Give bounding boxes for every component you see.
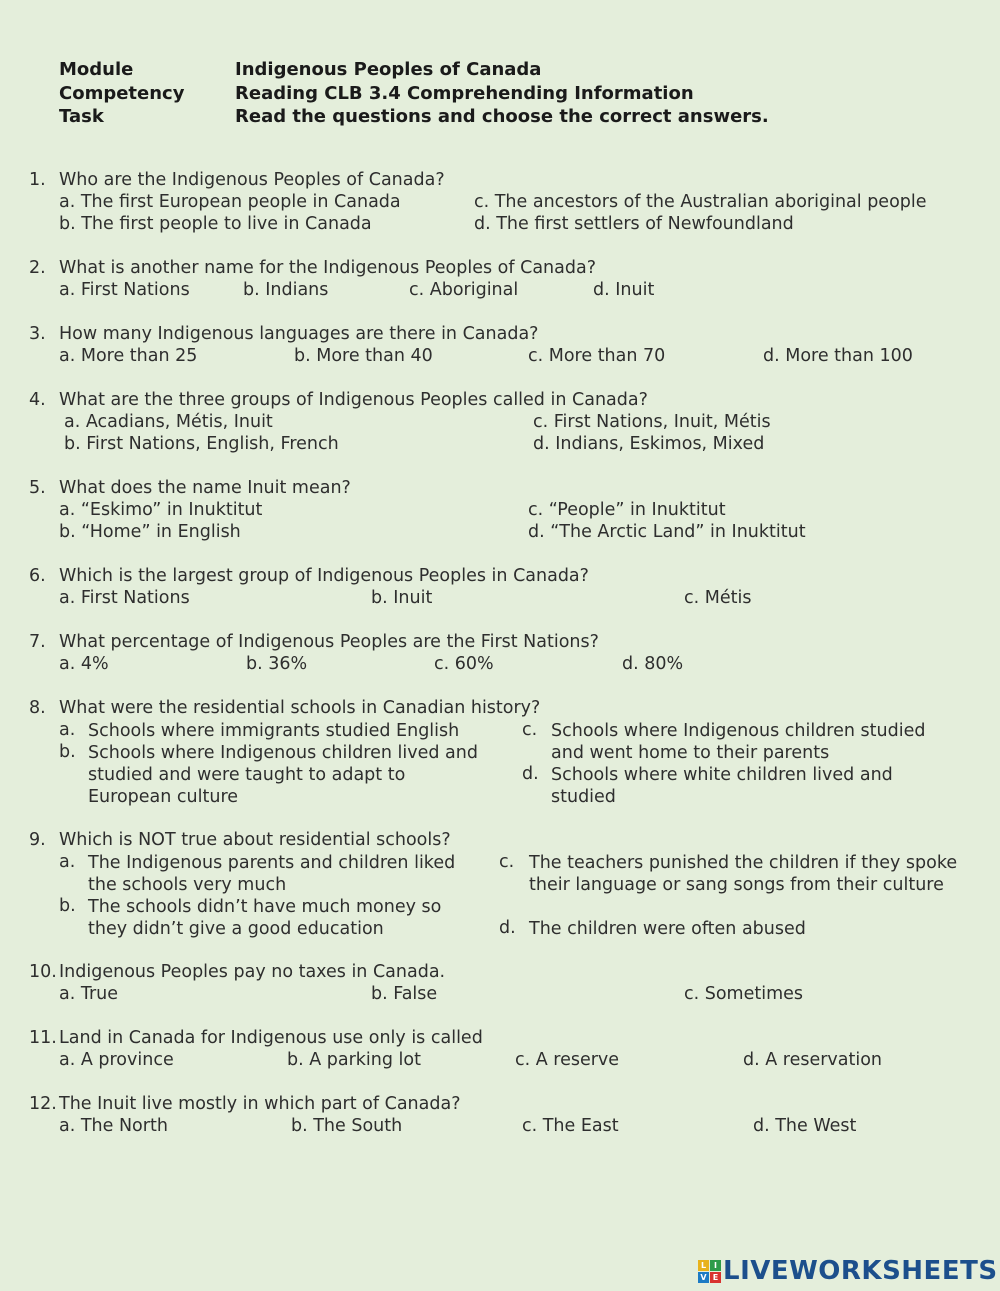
option-d[interactable]: d. More than 100 bbox=[763, 346, 913, 366]
option-b[interactable]: b. False bbox=[371, 984, 438, 1004]
question-text: Who are the Indigenous Peoples of Canada? bbox=[59, 170, 445, 190]
question-number: 6. bbox=[29, 566, 46, 586]
option-b-label: b. bbox=[59, 896, 76, 916]
option-a[interactable]: a. “Eskimo” in Inuktitut bbox=[59, 500, 263, 520]
option-a[interactable]: The Indigenous parents and children liked the schools very much bbox=[88, 853, 456, 895]
option-b[interactable]: b. Indians bbox=[243, 280, 329, 300]
option-b[interactable]: b. More than 40 bbox=[294, 346, 433, 366]
option-a[interactable]: a. More than 25 bbox=[59, 346, 198, 366]
logo-text: LIVEWORKSHEETS bbox=[723, 1256, 998, 1286]
option-b[interactable]: b. The South bbox=[291, 1116, 403, 1136]
logo-icon-letter: L bbox=[698, 1260, 709, 1271]
option-b[interactable]: b. First Nations, English, French bbox=[64, 434, 339, 454]
option-c-label: c. bbox=[522, 720, 538, 740]
option-c[interactable]: c. “People” in Inuktitut bbox=[528, 500, 726, 520]
question-number: 11. bbox=[29, 1028, 57, 1048]
option-c[interactable]: c. A reserve bbox=[515, 1050, 620, 1070]
question-text: How many Indigenous languages are there in Canada? bbox=[59, 324, 539, 344]
option-d-label: d. bbox=[522, 764, 539, 784]
question-text: What were the residential schools in Canadian history? bbox=[59, 698, 541, 718]
option-b[interactable]: b. The first people to live in Canada bbox=[59, 214, 372, 234]
option-d[interactable]: d. The first settlers of Newfoundland bbox=[474, 214, 794, 234]
question-text: Land in Canada for Indigenous use only is called bbox=[59, 1028, 483, 1048]
question-text: Which is NOT true about residential schools? bbox=[59, 830, 451, 850]
option-c[interactable]: The teachers punished the children if they spoke their language or sang songs from their culture bbox=[529, 853, 958, 895]
question-text: What is another name for the Indigenous Peoples of Canada? bbox=[59, 258, 596, 278]
question-number: 8. bbox=[29, 698, 46, 718]
option-c[interactable]: c. The ancestors of the Australian aboriginal people bbox=[474, 192, 927, 212]
option-b[interactable]: b. “Home” in English bbox=[59, 522, 241, 542]
option-c[interactable]: c. Sometimes bbox=[684, 984, 804, 1004]
option-b-label: b. bbox=[59, 742, 76, 762]
logo-icon-letter: V bbox=[698, 1272, 709, 1283]
option-a[interactable]: a. 4% bbox=[59, 654, 109, 674]
option-d[interactable]: d. Indians, Eskimos, Mixed bbox=[533, 434, 765, 454]
liveworksheets-logo[interactable] bbox=[698, 1256, 998, 1286]
option-c[interactable]: c. Métis bbox=[684, 588, 752, 608]
option-a[interactable]: a. First Nations bbox=[59, 588, 190, 608]
question-number: 2. bbox=[29, 258, 46, 278]
question-text: What are the three groups of Indigenous Peoples called in Canada? bbox=[59, 390, 648, 410]
competency-label: Competency bbox=[59, 83, 185, 104]
option-b[interactable]: Schools where Indigenous children lived and studied and were taught to adapt to European culture bbox=[88, 743, 478, 807]
task-value: Read the questions and choose the correct answers. bbox=[235, 106, 769, 127]
question-number: 10. bbox=[29, 962, 57, 982]
option-c[interactable]: c. 60% bbox=[434, 654, 494, 674]
question-text: The Inuit live mostly in which part of Canada? bbox=[59, 1094, 461, 1114]
logo-icon-letter: I bbox=[710, 1260, 721, 1271]
option-b[interactable]: b. 36% bbox=[246, 654, 308, 674]
question-number: 3. bbox=[29, 324, 46, 344]
option-d[interactable]: d. Inuit bbox=[593, 280, 655, 300]
option-b[interactable]: b. Inuit bbox=[371, 588, 433, 608]
question-text: What does the name Inuit mean? bbox=[59, 478, 351, 498]
option-a[interactable]: a. True bbox=[59, 984, 119, 1004]
question-number: 5. bbox=[29, 478, 46, 498]
option-a[interactable]: Schools where immigrants studied English bbox=[88, 721, 460, 741]
question-text: Which is the largest group of Indigenous Peoples in Canada? bbox=[59, 566, 589, 586]
option-d[interactable]: d. The West bbox=[753, 1116, 857, 1136]
option-d[interactable]: Schools where white children lived and studied bbox=[551, 765, 893, 807]
option-d[interactable]: d. “The Arctic Land” in Inuktitut bbox=[528, 522, 806, 542]
option-b[interactable]: b. A parking lot bbox=[287, 1050, 421, 1070]
competency-value: Reading CLB 3.4 Comprehending Information bbox=[235, 83, 694, 104]
logo-icon-letter: E bbox=[710, 1272, 721, 1283]
option-d-label: d. bbox=[499, 918, 516, 938]
option-a[interactable]: a. Acadians, Métis, Inuit bbox=[64, 412, 273, 432]
option-a[interactable]: a. A province bbox=[59, 1050, 174, 1070]
option-d[interactable]: The children were often abused bbox=[529, 919, 806, 939]
module-label: Module bbox=[59, 59, 134, 80]
question-number: 12. bbox=[29, 1094, 57, 1114]
liveworksheets-icon bbox=[698, 1260, 721, 1283]
option-a-label: a. bbox=[59, 720, 76, 740]
question-number: 9. bbox=[29, 830, 46, 850]
option-c[interactable]: c. First Nations, Inuit, Métis bbox=[533, 412, 771, 432]
option-a[interactable]: a. First Nations bbox=[59, 280, 190, 300]
option-c-label: c. bbox=[499, 852, 515, 872]
task-label: Task bbox=[59, 106, 104, 127]
question-number: 4. bbox=[29, 390, 46, 410]
option-a[interactable]: a. The North bbox=[59, 1116, 168, 1136]
option-c[interactable]: c. More than 70 bbox=[528, 346, 666, 366]
option-a[interactable]: a. The first European people in Canada bbox=[59, 192, 401, 212]
option-d[interactable]: d. 80% bbox=[622, 654, 684, 674]
option-c[interactable]: c. Aboriginal bbox=[409, 280, 519, 300]
question-text: What percentage of Indigenous Peoples are the First Nations? bbox=[59, 632, 599, 652]
question-text: Indigenous Peoples pay no taxes in Canada. bbox=[59, 962, 446, 982]
option-b[interactable]: The schools didn’t have much money so they didn’t give a good education bbox=[88, 897, 442, 939]
question-number: 1. bbox=[29, 170, 46, 190]
module-value: Indigenous Peoples of Canada bbox=[235, 59, 542, 80]
question-number: 7. bbox=[29, 632, 46, 652]
option-c[interactable]: c. The East bbox=[522, 1116, 619, 1136]
option-c[interactable]: Schools where Indigenous children studied and went home to their parents bbox=[551, 721, 926, 763]
option-d[interactable]: d. A reservation bbox=[743, 1050, 883, 1070]
option-a-label: a. bbox=[59, 852, 76, 872]
